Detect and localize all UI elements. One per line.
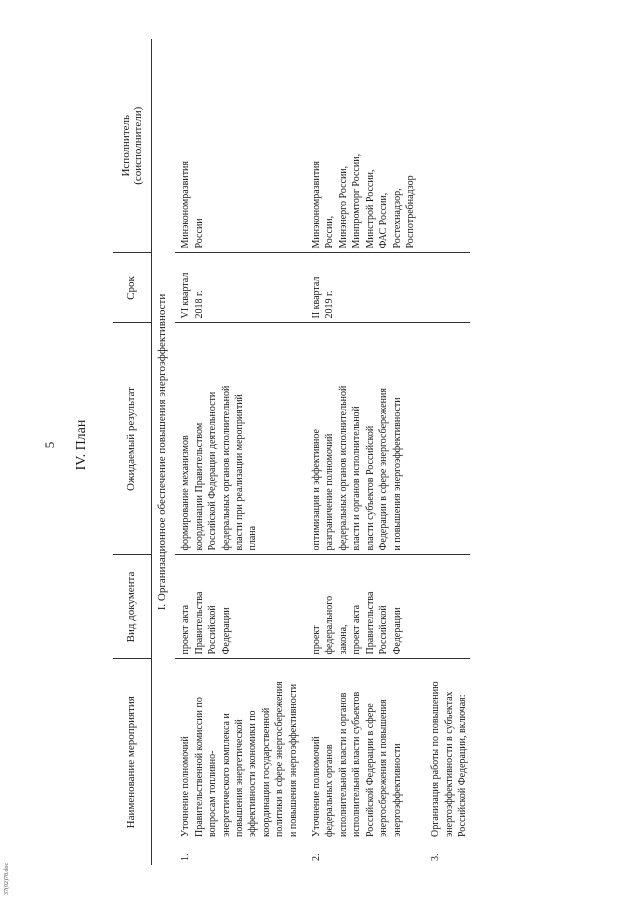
row-executor: Минэкономразвития России (175, 39, 300, 253)
row-number: 2. (311, 853, 323, 861)
plan-table (113, 39, 470, 865)
table-row (175, 39, 300, 865)
plan-title: IV. План (74, 419, 89, 471)
header-name: Наименование мероприятия (113, 659, 152, 865)
row-number: 1. (180, 853, 192, 861)
row-doc-type (417, 555, 469, 659)
row-result (417, 323, 469, 555)
page-number: 5 (42, 441, 57, 449)
row-name: Уточнение полномочий федеральных органов исполнительной власти и органов исполнительной власти субъектов Российской Федерации в сфере энергосбережения и повышения энергоэффективности (311, 691, 403, 837)
row-deadline: II квартал 2019 г. (300, 253, 417, 323)
row-name: Организация работы по повышению энергоэффективности в субъектах Российской Федерации, включая: (430, 681, 469, 837)
row-result: оптимизация и эффективное разграничение полномочий федеральных органов исполнительной власти и органов исполнительной власти субъектов Российской Федерации в сфере энергосбережения и повышения энергоэффективности (300, 323, 417, 555)
header-result: Ожидаемый результат (113, 323, 152, 555)
row-deadline: VI квартал 2018 г. (175, 253, 300, 323)
row-executor (417, 39, 469, 253)
header-deadline: Срок (113, 253, 152, 323)
row-executor: Минэкономразвития России, Минэнерго России, Минпромторг России, Минстрой России, ФАС России, Ростехнадзор, Роспотребнадзор (300, 39, 417, 253)
file-tag: 37(02)78.doc (4, 862, 10, 895)
section-row (152, 39, 176, 865)
table-row (417, 39, 469, 865)
header-executor: Исполнитель (соисполнители) (113, 39, 152, 253)
row-deadline (417, 253, 469, 323)
header-doc-type: Вид документа (113, 555, 152, 659)
row-number: 3. (430, 853, 442, 861)
row-doc-type: проект акта Правительства Российской Федерации (175, 555, 300, 659)
table-row (300, 39, 417, 865)
row-result: формирование механизмов координации Правительством Российской Федерации деятельности федеральных органов исполнительной власти при реализации мероприятий плана (175, 323, 300, 555)
row-doc-type: проект федерального закона, проект акта Правительства Российской Федерации (300, 555, 417, 659)
row-name: Уточнение полномочий Правительственной комиссии по вопросам топливно- энергетического комплекса и повышения энергетической эффективности экономики по координации государственной политики в сфере энергосбережения и повышения энергоэффективности (180, 681, 299, 837)
section-title: I. Организационное обеспечение повышения энергоэффективности (156, 293, 168, 611)
table-header-row (113, 39, 152, 865)
